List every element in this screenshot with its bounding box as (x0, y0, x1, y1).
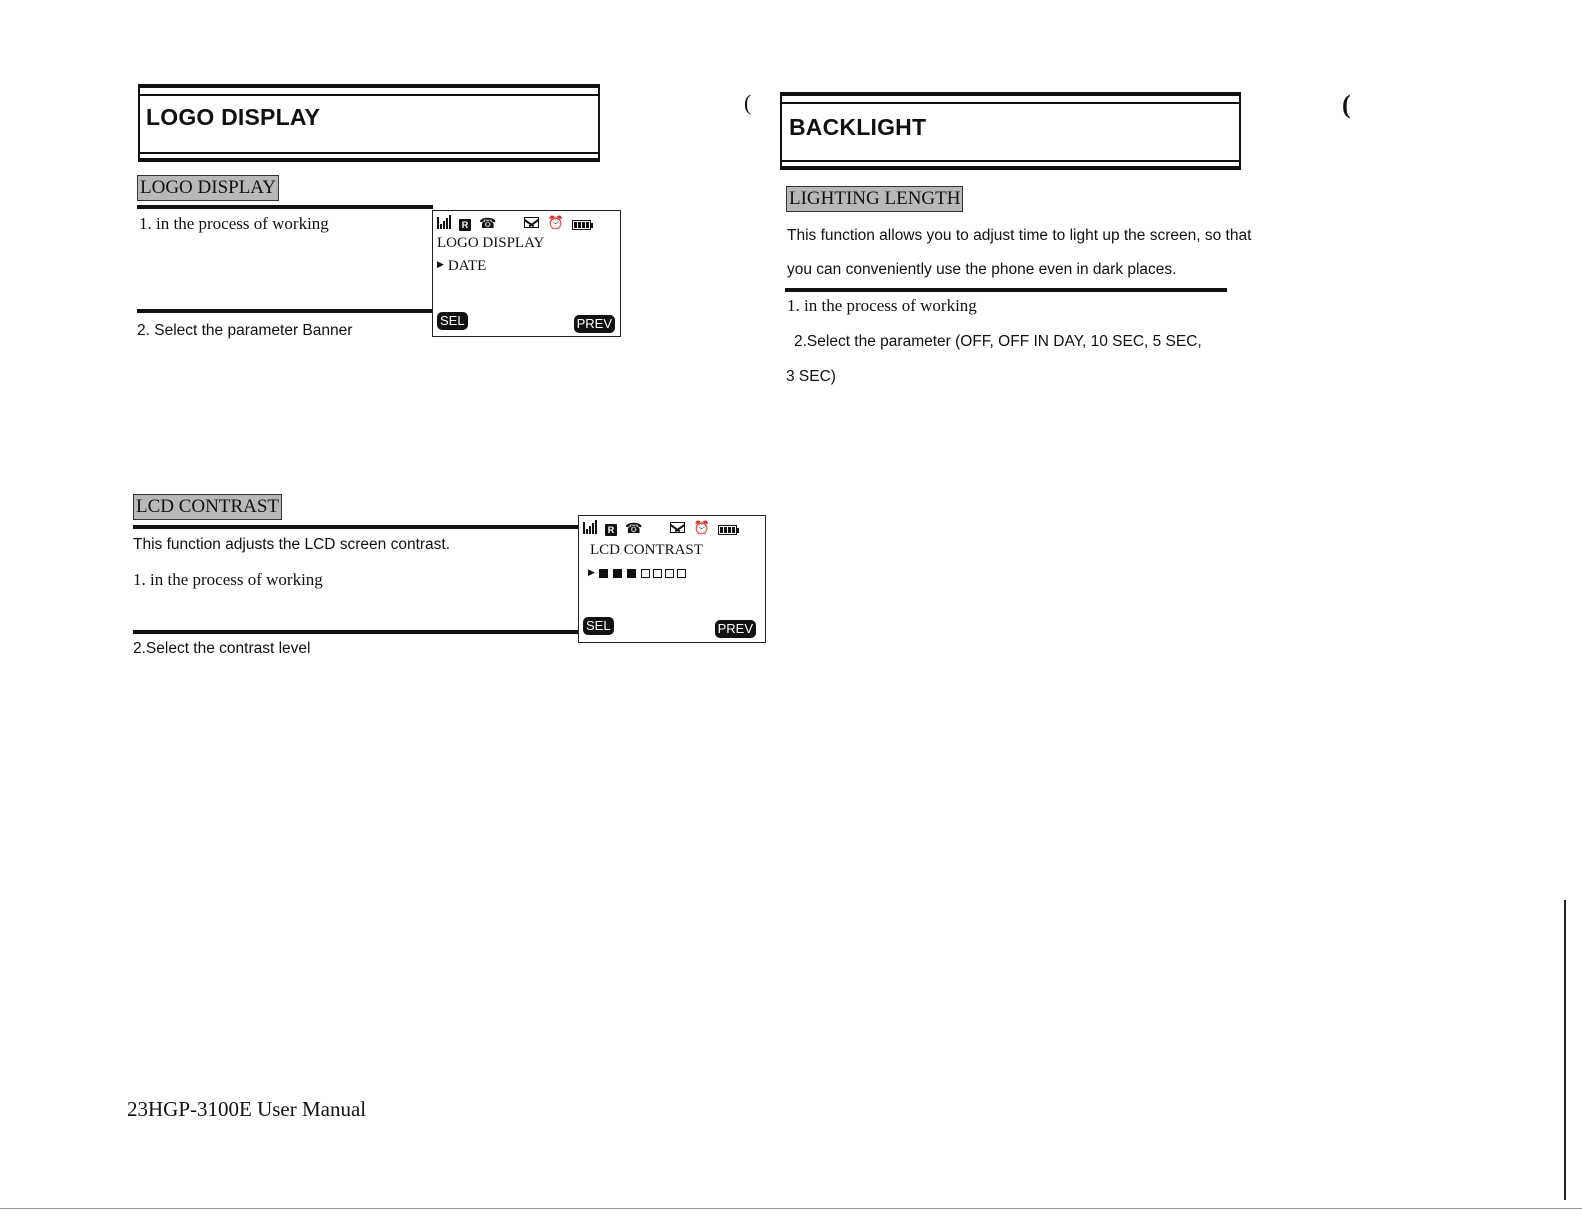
section-rule (133, 525, 579, 529)
pointer-arrow-icon: ▶ (437, 259, 444, 269)
logo-step-2: 2. Select the parameter Banner (137, 322, 353, 339)
section-rule (137, 205, 433, 209)
battery-icon (718, 520, 739, 536)
header-inner-rule (140, 152, 598, 154)
header-inner-rule (140, 94, 598, 96)
screen-title: LOGO DISPLAY (437, 235, 545, 251)
logo-display-title: LOGO DISPLAY (146, 104, 321, 130)
section-rule (137, 309, 433, 313)
section-rule (785, 288, 1227, 292)
backlight-description-line-2: you can conveniently use the phone even in dark places. (787, 261, 1177, 278)
contrast-block-empty (665, 569, 674, 578)
lighting-length-subheading: LIGHTING LENGTH (786, 186, 963, 212)
status-bar (437, 213, 616, 233)
contrast-block-filled (627, 569, 636, 578)
contrast-block-empty (677, 569, 686, 578)
alarm-icon: ⏰ (693, 520, 710, 535)
backlight-step-2-line-1: 2.Select the parameter (OFF, OFF IN DAY, 10 SEC, 5 SEC, (794, 333, 1202, 350)
lcd-contrast-subheading: LCD CONTRAST (133, 494, 282, 520)
backlight-step-2-line-2: 3 SEC) (786, 368, 836, 385)
contrast-block-filled (599, 569, 608, 578)
logo-display-subheading: LOGO DISPLAY (137, 175, 279, 201)
screen-item-date: DATE (447, 258, 487, 274)
scan-mark: ( (744, 90, 752, 115)
signal-icon (437, 215, 451, 232)
message-icon (524, 215, 539, 231)
battery-icon (572, 215, 593, 231)
phone-icon: ☎ (625, 520, 643, 536)
section-rule (133, 630, 579, 634)
contrast-block-empty (641, 569, 650, 578)
contrast-level-indicator (588, 566, 689, 583)
sel-softkey: SEL (437, 312, 468, 330)
screen-menu-item (437, 258, 486, 275)
pointer-arrow-icon: ▶ (588, 567, 595, 577)
contrast-level-blocks (599, 566, 689, 582)
screen-title: LCD CONTRAST (590, 542, 703, 558)
scan-mark: ( (1342, 90, 1351, 119)
backlight-title: BACKLIGHT (789, 114, 927, 140)
lcd-step-2: 2.Select the contrast level (133, 640, 311, 657)
lcd-description: This function adjusts the LCD screen contrast. (133, 536, 451, 553)
backlight-step-1: 1. in the process of working (787, 296, 977, 315)
signal-icon (583, 520, 597, 537)
status-bar (583, 518, 761, 538)
prev-softkey: PREV (574, 315, 615, 333)
roaming-icon: R (459, 215, 471, 231)
message-icon (670, 520, 685, 536)
contrast-block-empty (653, 569, 662, 578)
alarm-icon: ⏰ (547, 215, 564, 230)
phone-screen-lcd-contrast (578, 515, 766, 643)
phone-screen-logo-display (432, 210, 621, 337)
backlight-description-line-1: This function allows you to adjust time to light up the screen, so that (787, 227, 1252, 244)
scan-edge-right (1564, 900, 1566, 1200)
header-inner-rule (782, 160, 1239, 162)
prev-softkey: PREV (715, 620, 756, 638)
lcd-step-1: 1. in the process of working (133, 570, 323, 589)
contrast-block-filled (613, 569, 622, 578)
header-inner-rule (782, 102, 1239, 104)
roaming-icon: R (605, 520, 617, 536)
phone-icon: ☎ (479, 215, 497, 231)
sel-softkey: SEL (583, 617, 614, 635)
manual-footer: 23HGP-3100E User Manual (127, 1097, 367, 1121)
logo-step-1: 1. in the process of working (139, 214, 329, 233)
scan-edge-bottom (0, 1208, 1582, 1209)
